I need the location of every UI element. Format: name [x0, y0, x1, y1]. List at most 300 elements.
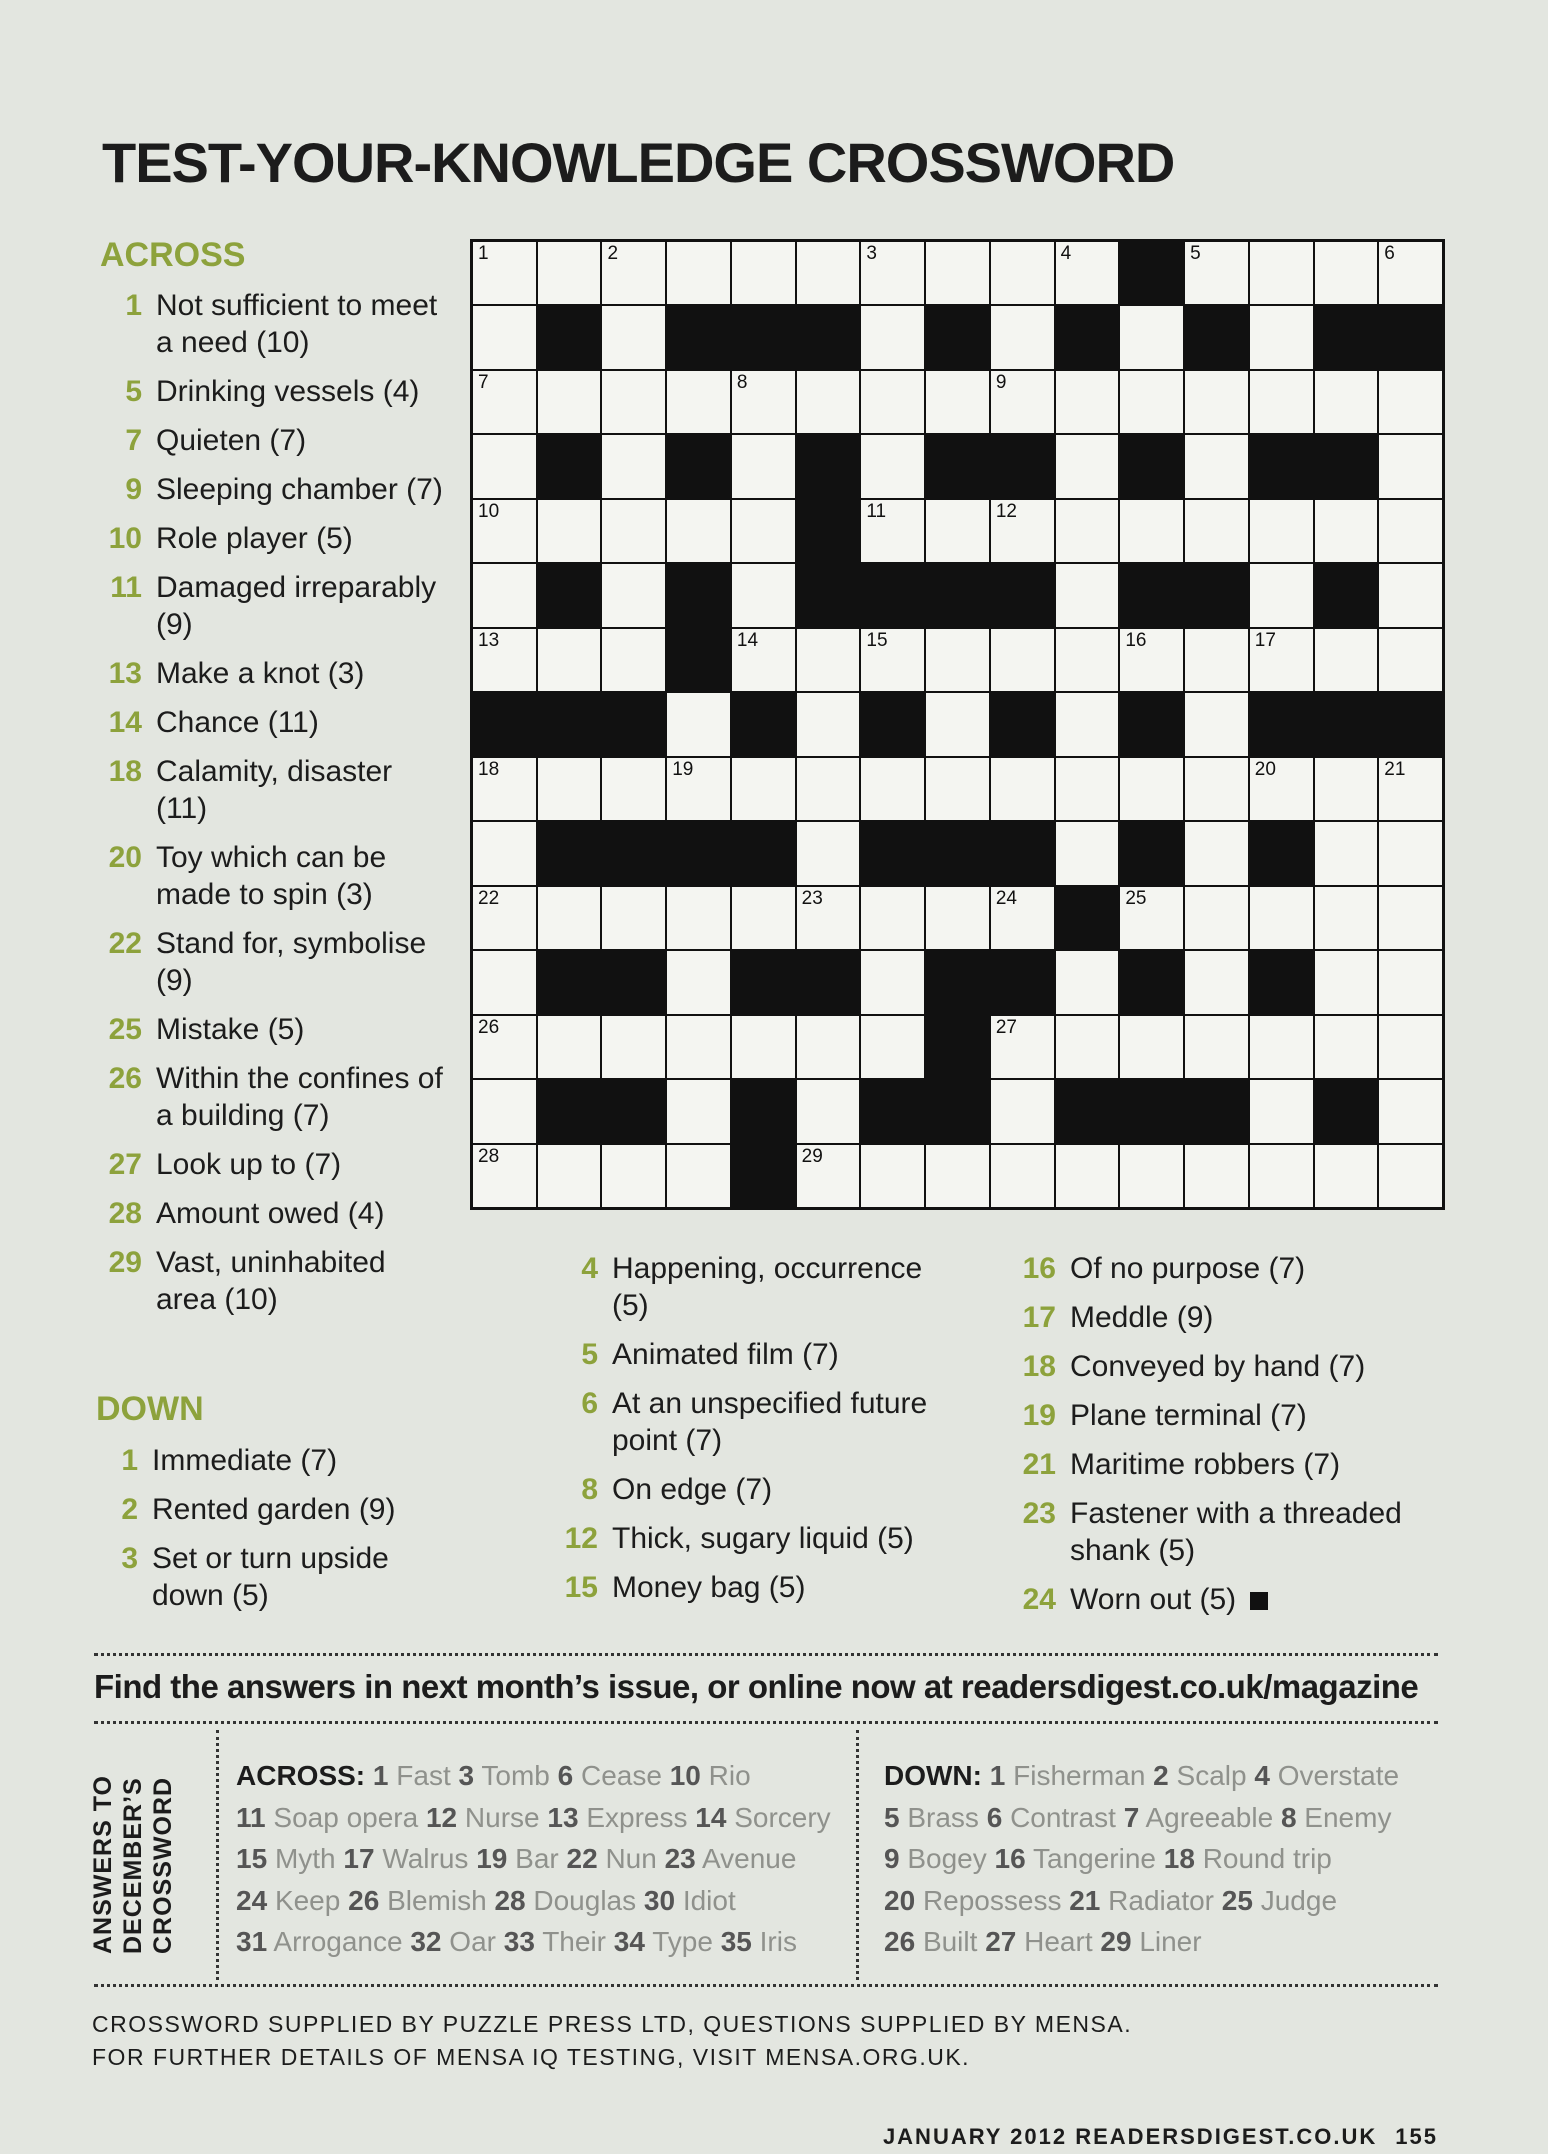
grid-cell[interactable]	[1315, 758, 1378, 820]
answer-word: Fast	[396, 1760, 451, 1791]
grid-cell[interactable]	[1250, 758, 1313, 820]
page-number: 155	[1395, 2124, 1438, 2149]
grid-cell[interactable]	[991, 1016, 1054, 1078]
cell-number: 17	[1254, 629, 1276, 651]
grid-cell[interactable]	[1120, 629, 1183, 691]
grid-cell[interactable]	[991, 306, 1054, 368]
grid-cell[interactable]	[1056, 951, 1119, 1013]
grid-cell[interactable]	[1120, 887, 1183, 949]
grid-cell[interactable]	[1379, 758, 1442, 820]
grid-cell[interactable]	[473, 1016, 536, 1078]
divider-top	[94, 1653, 1438, 1656]
grid-cell[interactable]	[861, 500, 924, 562]
grid-cell[interactable]	[991, 500, 1054, 562]
cell-number: 4	[1060, 243, 1072, 264]
cell-number: 6	[1384, 243, 1395, 264]
answer-word: Arrogance	[273, 1926, 403, 1957]
clue-text-content: Of no purpose (7)	[1070, 1252, 1306, 1285]
clue-text	[612, 1569, 956, 1606]
grid-cell[interactable]	[1315, 629, 1378, 691]
answer-word: Type	[652, 1926, 713, 1957]
clue-text	[156, 753, 445, 827]
grid-cell[interactable]	[732, 242, 795, 304]
grid-cell[interactable]	[861, 1016, 924, 1078]
grid-cell[interactable]	[1379, 1145, 1442, 1207]
grid-cell[interactable]	[1185, 951, 1248, 1013]
grid-cell[interactable]	[667, 693, 730, 755]
grid-block	[667, 564, 730, 626]
grid-block	[797, 564, 860, 626]
clue-item	[100, 422, 445, 459]
grid-cell[interactable]	[602, 500, 665, 562]
cell-number: 12	[995, 500, 1017, 522]
grid-cell[interactable]	[667, 758, 730, 820]
grid-cell[interactable]	[991, 758, 1054, 820]
grid-cell[interactable]	[473, 1080, 536, 1142]
clue-text-content: Role player (5)	[156, 522, 353, 555]
grid-cell[interactable]	[473, 242, 536, 304]
clue-text	[1070, 1299, 1434, 1336]
grid-cell[interactable]	[667, 500, 730, 562]
grid-cell[interactable]	[1185, 371, 1248, 433]
answer-number: 19	[476, 1843, 508, 1874]
grid-cell[interactable]	[473, 887, 536, 949]
grid-cell[interactable]	[861, 435, 924, 497]
clue-number: 29	[108, 1246, 142, 1279]
grid-cell[interactable]	[926, 629, 989, 691]
grid-cell[interactable]	[1056, 629, 1119, 691]
grid-cell[interactable]	[602, 887, 665, 949]
grid-cell[interactable]	[861, 758, 924, 820]
grid-cell[interactable]	[732, 1016, 795, 1078]
answers-line	[884, 1797, 1444, 1839]
answer-number: 2	[1153, 1760, 1169, 1791]
clue-number: 12	[564, 1522, 598, 1555]
answer-number: 21	[1069, 1884, 1101, 1916]
answer-word: Iris	[759, 1926, 797, 1957]
grid-cell[interactable]	[1315, 242, 1378, 304]
answers-label: ACROSS:	[236, 1760, 366, 1791]
grid-block	[1315, 564, 1378, 626]
clue-text-content: Look up to (7)	[156, 1148, 342, 1181]
grid-block	[797, 500, 860, 562]
grid-cell[interactable]	[1379, 242, 1442, 304]
answers-line	[884, 1921, 1444, 1963]
clue-number: 23	[1022, 1497, 1056, 1530]
grid-cell[interactable]	[1250, 629, 1313, 691]
answer-word: Round trip	[1202, 1843, 1332, 1874]
grid-cell[interactable]	[602, 435, 665, 497]
answer-word: Overstate	[1277, 1760, 1400, 1791]
grid-cell[interactable]	[473, 758, 536, 820]
grid-block	[732, 693, 795, 755]
grid-cell[interactable]	[1056, 242, 1119, 304]
grid-cell[interactable]	[1250, 500, 1313, 562]
end-square-icon	[1250, 1592, 1268, 1610]
grid-cell[interactable]	[1185, 500, 1248, 562]
grid-block	[1315, 693, 1378, 755]
grid-cell[interactable]	[538, 887, 601, 949]
grid-cell[interactable]	[732, 371, 795, 433]
grid-cell[interactable]	[1315, 1145, 1378, 1207]
grid-cell[interactable]	[473, 564, 536, 626]
grid-cell[interactable]	[1120, 306, 1183, 368]
grid-cell[interactable]	[1379, 371, 1442, 433]
grid-cell[interactable]	[1315, 887, 1378, 949]
grid-cell[interactable]	[732, 435, 795, 497]
grid-cell[interactable]	[1120, 758, 1183, 820]
grid-cell[interactable]	[1056, 822, 1119, 884]
clue-number: 21	[1022, 1448, 1056, 1481]
clue-text-content: Plane terminal (7)	[1070, 1399, 1307, 1432]
clue-number: 6	[581, 1387, 598, 1420]
grid-cell[interactable]	[797, 371, 860, 433]
grid-cell[interactable]	[797, 242, 860, 304]
grid-cell[interactable]	[473, 629, 536, 691]
grid-cell[interactable]	[1250, 306, 1313, 368]
answer-number: 5	[884, 1801, 900, 1833]
grid-cell[interactable]	[1120, 371, 1183, 433]
grid-cell[interactable]	[1056, 435, 1119, 497]
grid-cell[interactable]	[926, 758, 989, 820]
grid-cell[interactable]	[473, 306, 536, 368]
answer-number: 31	[236, 1926, 268, 1957]
grid-cell[interactable]	[1185, 693, 1248, 755]
grid-block	[1120, 693, 1183, 755]
grid-cell[interactable]	[1185, 629, 1248, 691]
clue-text	[156, 655, 445, 692]
clue-text	[156, 373, 445, 410]
grid-cell[interactable]	[732, 887, 795, 949]
clue-text-content: Make a knot (3)	[156, 657, 365, 690]
grid-cell[interactable]	[1185, 242, 1248, 304]
cell-number: 11	[866, 500, 887, 522]
grid-cell[interactable]	[667, 371, 730, 433]
divider-vertical-left	[216, 1730, 219, 1980]
grid-cell[interactable]	[732, 500, 795, 562]
grid-cell[interactable]	[797, 1145, 860, 1207]
grid-cell[interactable]	[926, 242, 989, 304]
credits-line-2: FOR FURTHER DETAILS OF MENSA IQ TESTING, VISIT MENSA.ORG.UK.	[92, 2044, 971, 2070]
cell-number: 7	[478, 371, 489, 393]
grid-cell[interactable]	[538, 758, 601, 820]
grid-cell[interactable]	[1379, 822, 1442, 884]
grid-cell[interactable]	[667, 1080, 730, 1142]
answer-word: Cease	[580, 1760, 662, 1791]
grid-cell[interactable]	[473, 500, 536, 562]
clue-text-content: Mistake (5)	[156, 1013, 305, 1046]
grid-cell[interactable]	[732, 758, 795, 820]
down-heading: DOWN	[96, 1390, 204, 1428]
grid-cell[interactable]	[602, 242, 665, 304]
grid-cell[interactable]	[797, 887, 860, 949]
grid-cell[interactable]	[602, 1016, 665, 1078]
grid-block	[1056, 1080, 1119, 1142]
grid-block	[797, 951, 860, 1013]
grid-cell[interactable]	[602, 306, 665, 368]
clue-text-content: At an unspecified future point (7)	[612, 1387, 928, 1457]
grid-cell[interactable]	[538, 1016, 601, 1078]
grid-cell[interactable]	[797, 693, 860, 755]
answer-word: Bar	[515, 1843, 559, 1874]
grid-cell[interactable]	[1056, 693, 1119, 755]
clue-text-content: Amount owed (4)	[156, 1197, 385, 1230]
grid-block	[1120, 435, 1183, 497]
clue-number: 15	[564, 1571, 598, 1604]
answer-word: Nun	[605, 1843, 657, 1874]
grid-cell[interactable]	[1120, 1145, 1183, 1207]
grid-cell[interactable]	[1056, 758, 1119, 820]
clue-text	[1070, 1348, 1434, 1385]
grid-cell[interactable]	[602, 1145, 665, 1207]
grid-cell[interactable]	[732, 564, 795, 626]
grid-cell[interactable]	[1250, 371, 1313, 433]
answer-number: 25	[1221, 1884, 1253, 1916]
grid-cell[interactable]	[1250, 242, 1313, 304]
grid-cell[interactable]	[602, 371, 665, 433]
answers-heading	[88, 1744, 178, 1954]
grid-block	[732, 1080, 795, 1142]
grid-cell[interactable]	[797, 1080, 860, 1142]
grid-cell[interactable]	[991, 1080, 1054, 1142]
grid-cell[interactable]	[667, 1016, 730, 1078]
clue-text	[156, 839, 445, 913]
grid-block	[538, 1080, 601, 1142]
grid-block	[991, 435, 1054, 497]
grid-cell[interactable]	[991, 629, 1054, 691]
answers-line	[884, 1755, 1444, 1797]
cell-number: 25	[1125, 887, 1147, 909]
clue-text	[156, 704, 445, 741]
grid-cell[interactable]	[861, 242, 924, 304]
grid-cell[interactable]	[1315, 1016, 1378, 1078]
grid-cell[interactable]	[797, 758, 860, 820]
grid-block	[991, 822, 1054, 884]
grid-cell[interactable]	[991, 1145, 1054, 1207]
clue-text-content: Meddle (9)	[1070, 1301, 1214, 1334]
answer-word: Scalp	[1176, 1760, 1247, 1791]
answers-across	[236, 1755, 846, 1963]
grid-cell[interactable]	[1379, 1016, 1442, 1078]
clue-number: 28	[108, 1197, 142, 1230]
answer-word: Keep	[274, 1884, 341, 1916]
grid-cell[interactable]	[667, 1145, 730, 1207]
grid-block	[732, 1145, 795, 1207]
answer-number: 29	[1100, 1926, 1132, 1957]
clue-text	[1070, 1446, 1434, 1483]
clue-text	[612, 1385, 956, 1459]
grid-cell[interactable]	[667, 951, 730, 1013]
grid-cell[interactable]	[1056, 500, 1119, 562]
grid-block	[926, 822, 989, 884]
grid-cell[interactable]	[1379, 1080, 1442, 1142]
grid-cell[interactable]	[1379, 500, 1442, 562]
grid-cell[interactable]	[1250, 1145, 1313, 1207]
grid-cell[interactable]	[991, 371, 1054, 433]
clue-item	[100, 1011, 445, 1048]
grid-cell[interactable]	[926, 1145, 989, 1207]
grid-cell[interactable]	[602, 564, 665, 626]
grid-cell[interactable]	[1056, 371, 1119, 433]
grid-cell[interactable]	[473, 435, 536, 497]
down-clue-list-1	[96, 1442, 441, 1626]
clue-text-content: Maritime robbers (7)	[1070, 1448, 1341, 1481]
grid-cell[interactable]	[473, 1145, 536, 1207]
grid-cell[interactable]	[1250, 1016, 1313, 1078]
grid-block	[602, 822, 665, 884]
grid-block	[538, 564, 601, 626]
answer-word: Idiot	[682, 1884, 736, 1916]
clue-item	[100, 287, 445, 361]
grid-cell[interactable]	[926, 693, 989, 755]
answer-number: 32	[410, 1926, 442, 1957]
grid-cell[interactable]	[1056, 1016, 1119, 1078]
grid-cell[interactable]	[1315, 371, 1378, 433]
grid-cell[interactable]	[1056, 1145, 1119, 1207]
grid-cell[interactable]	[1379, 629, 1442, 691]
clue-text-content: Damaged irreparably (9)	[156, 571, 437, 641]
grid-block	[1379, 693, 1442, 755]
clue-text-content: Immediate (7)	[152, 1444, 338, 1477]
grid-cell[interactable]	[1379, 435, 1442, 497]
clue-text	[156, 287, 445, 361]
answer-number: 1	[372, 1760, 389, 1791]
divider-bottom	[94, 1984, 1438, 1987]
answers-heading-line: CROSSWORD	[149, 1776, 177, 1954]
grid-block	[926, 564, 989, 626]
grid-cell[interactable]	[861, 629, 924, 691]
crossword-grid	[470, 239, 1445, 1210]
grid-cell[interactable]	[1315, 500, 1378, 562]
grid-cell[interactable]	[991, 242, 1054, 304]
grid-cell[interactable]	[797, 822, 860, 884]
grid-cell[interactable]	[602, 629, 665, 691]
grid-block	[602, 951, 665, 1013]
grid-cell[interactable]	[1185, 822, 1248, 884]
grid-cell[interactable]	[667, 887, 730, 949]
grid-cell[interactable]	[1185, 887, 1248, 949]
grid-cell[interactable]	[991, 887, 1054, 949]
clue-item	[100, 1146, 445, 1183]
clue-item	[100, 839, 445, 913]
grid-cell[interactable]	[538, 629, 601, 691]
answer-number: 28	[494, 1884, 526, 1916]
grid-cell[interactable]	[473, 951, 536, 1013]
answer-number: 16	[994, 1843, 1026, 1874]
grid-cell[interactable]	[1250, 564, 1313, 626]
grid-cell[interactable]	[602, 758, 665, 820]
grid-cell[interactable]	[926, 371, 989, 433]
grid-cell[interactable]	[861, 887, 924, 949]
grid-cell[interactable]	[1379, 887, 1442, 949]
grid-block	[602, 1080, 665, 1142]
grid-cell[interactable]	[926, 500, 989, 562]
credits-line-1: CROSSWORD SUPPLIED BY PUZZLE PRESS LTD, QUESTIONS SUPPLIED BY MENSA.	[92, 2011, 1133, 2037]
grid-block	[1120, 242, 1183, 304]
clue-item	[1014, 1348, 1434, 1385]
grid-cell[interactable]	[861, 951, 924, 1013]
grid-cell[interactable]	[926, 887, 989, 949]
grid-cell[interactable]	[732, 629, 795, 691]
clue-text	[156, 1011, 445, 1048]
grid-cell[interactable]	[797, 629, 860, 691]
clue-text-content: Vast, uninhabited area (10)	[156, 1246, 386, 1316]
grid-cell[interactable]	[538, 371, 601, 433]
clue-item	[1014, 1299, 1434, 1336]
grid-cell[interactable]	[1185, 435, 1248, 497]
answer-number: 14	[695, 1801, 727, 1833]
grid-cell[interactable]	[1120, 1016, 1183, 1078]
grid-block	[1056, 887, 1119, 949]
answer-word: Walrus	[382, 1843, 469, 1874]
answers-label: DOWN:	[884, 1760, 982, 1791]
grid-block	[1315, 306, 1378, 368]
answer-word: Fisherman	[1013, 1760, 1146, 1791]
grid-cell[interactable]	[538, 1145, 601, 1207]
cell-number: 3	[866, 243, 877, 264]
grid-block	[1315, 1080, 1378, 1142]
answer-number: 26	[348, 1884, 380, 1916]
grid-block	[926, 1080, 989, 1142]
grid-cell[interactable]	[861, 1145, 924, 1207]
grid-cell[interactable]	[1379, 564, 1442, 626]
grid-cell[interactable]	[538, 500, 601, 562]
answer-word: Bogey	[907, 1843, 987, 1874]
clue-number: 10	[108, 522, 142, 555]
clue-number: 8	[581, 1473, 598, 1506]
clue-number: 1	[125, 289, 142, 322]
clue-item	[100, 569, 445, 643]
grid-block	[538, 306, 601, 368]
grid-cell[interactable]	[473, 822, 536, 884]
answer-word: Express	[586, 1801, 688, 1833]
grid-cell[interactable]	[861, 306, 924, 368]
cell-number: 19	[672, 758, 694, 780]
clue-text-content: Within the confines of a building (7)	[156, 1062, 443, 1132]
grid-cell[interactable]	[1250, 887, 1313, 949]
grid-cell[interactable]	[667, 242, 730, 304]
clue-item	[556, 1336, 956, 1373]
clue-number: 26	[108, 1062, 142, 1095]
grid-cell[interactable]	[861, 371, 924, 433]
clue-item	[556, 1385, 956, 1459]
cell-number: 16	[1125, 629, 1147, 651]
clue-number: 5	[581, 1338, 598, 1371]
grid-cell[interactable]	[1056, 564, 1119, 626]
clue-text-content: Not sufficient to meet a need (10)	[156, 289, 438, 359]
grid-block	[1120, 951, 1183, 1013]
grid-cell[interactable]	[538, 242, 601, 304]
clue-text-content: Conveyed by hand (7)	[1070, 1350, 1366, 1383]
clue-text	[152, 1442, 441, 1479]
grid-cell[interactable]	[473, 371, 536, 433]
clue-text-content: Stand for, symbolise (9)	[156, 927, 427, 997]
answer-word: Oar	[449, 1926, 496, 1957]
grid-cell[interactable]	[1185, 1145, 1248, 1207]
grid-cell[interactable]	[1315, 822, 1378, 884]
grid-cell[interactable]	[1250, 1080, 1313, 1142]
grid-cell[interactable]	[1185, 1016, 1248, 1078]
credits	[92, 2008, 1132, 2074]
grid-cell[interactable]	[1185, 758, 1248, 820]
grid-cell[interactable]	[797, 1016, 860, 1078]
clue-number: 7	[125, 424, 142, 457]
grid-cell[interactable]	[1315, 951, 1378, 1013]
grid-cell[interactable]	[1379, 951, 1442, 1013]
answer-number: 24	[236, 1884, 268, 1916]
clue-text-content: Worn out (5)	[1070, 1583, 1237, 1616]
grid-cell[interactable]	[1120, 500, 1183, 562]
